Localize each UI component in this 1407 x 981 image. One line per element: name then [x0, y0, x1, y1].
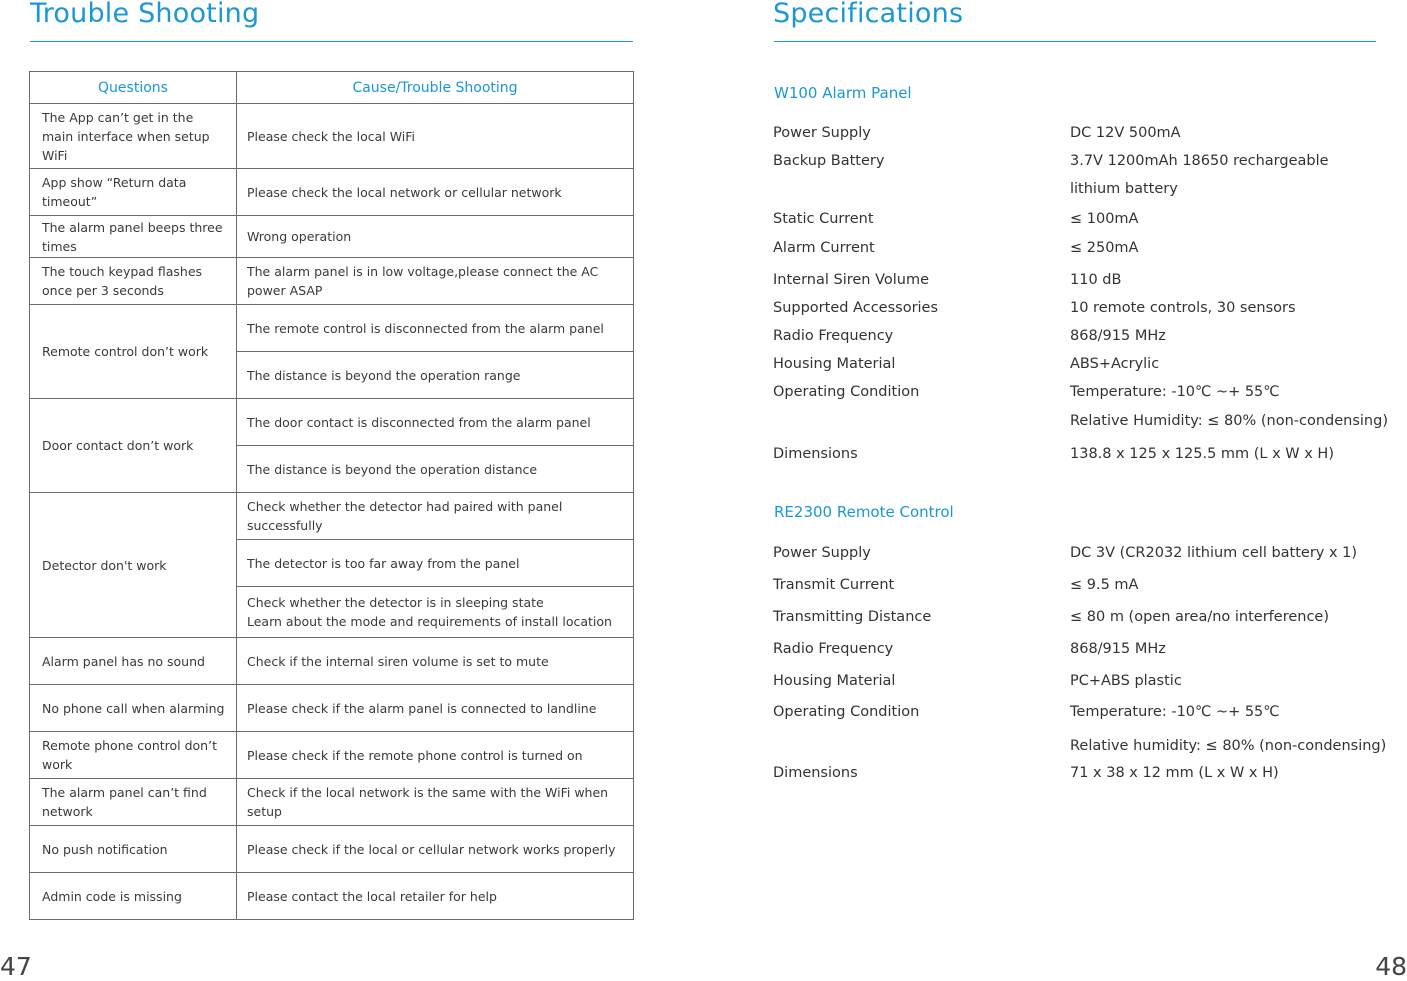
- header-cause: Cause/Trouble Shooting: [237, 72, 634, 104]
- question-cell: Alarm panel has no sound: [30, 638, 237, 685]
- spec-label: Dimensions: [773, 765, 858, 781]
- left-page: [0, 0, 700, 980]
- spec-value: 138.8 x 125 x 125.5 mm (L x W x H): [1070, 446, 1334, 462]
- table-row: [30, 493, 634, 540]
- page-number: 48: [1375, 952, 1407, 981]
- spec-value: ABS+Acrylic: [1070, 356, 1160, 372]
- spec-value: 71 x 38 x 12 mm (L x W x H): [1070, 765, 1279, 781]
- trouble-shooting-table: [29, 71, 634, 920]
- question-cell: Remote phone control don’t work: [30, 732, 237, 779]
- header-questions: Questions: [30, 72, 237, 104]
- spec-value: PC+ABS plastic: [1070, 673, 1182, 689]
- spec-value: ≤ 80 m (open area/no interference): [1070, 609, 1330, 625]
- spec-value: ≤ 9.5 mA: [1070, 577, 1139, 593]
- question-cell: No push notification: [30, 826, 237, 873]
- table-row: [30, 685, 634, 732]
- table-row: [30, 399, 634, 446]
- cause-cell: Please check the local WiFi: [237, 104, 634, 169]
- cause-cell: Check whether the detector is in sleeping state Learn about the mode and requirements of install location: [237, 587, 634, 638]
- spec-label: Operating Condition: [773, 384, 920, 400]
- question-cell: The alarm panel can’t find network: [30, 779, 237, 826]
- cause-cell: Please check if the remote phone control is turned on: [237, 732, 634, 779]
- spec-label: Operating Condition: [773, 704, 920, 720]
- spec-value: Temperature: -10℃ ~+ 55℃ Relative Humidity: ≤ 80% (non-condensing): [1070, 384, 1388, 429]
- question-cell: Door contact don’t work: [30, 399, 237, 493]
- spec-label: Transmitting Distance: [773, 609, 932, 625]
- question-cell: Remote control don’t work: [30, 305, 237, 399]
- spec-value: DC 12V 500mA: [1070, 125, 1181, 141]
- table-row: [30, 732, 634, 779]
- spec-label: Static Current: [773, 211, 874, 227]
- cause-cell: The detector is too far away from the panel: [237, 540, 634, 587]
- table-row: [30, 826, 634, 873]
- table-row: [30, 779, 634, 826]
- cause-cell: Please contact the local retailer for help: [237, 873, 634, 920]
- cause-cell: Check whether the detector had paired with panel successfully: [237, 493, 634, 540]
- cause-cell: The distance is beyond the operation distance: [237, 446, 634, 493]
- spec-value: 10 remote controls, 30 sensors: [1070, 300, 1296, 316]
- table-row: [30, 638, 634, 685]
- table-row: [30, 216, 634, 258]
- spec-label: Internal Siren Volume: [773, 272, 930, 288]
- table-row: [30, 873, 634, 920]
- spec-value: ≤ 250mA: [1070, 240, 1139, 256]
- cause-cell: The door contact is disconnected from the alarm panel: [237, 399, 634, 446]
- question-cell: The App can’t get in the main interface when setup WiFi: [30, 104, 237, 169]
- table-row: [30, 305, 634, 352]
- spec-value: 868/915 MHz: [1070, 328, 1166, 344]
- spec-value: DC 3V (CR2032 lithium cell battery x 1): [1070, 545, 1358, 561]
- section-title: W100 Alarm Panel: [774, 84, 912, 102]
- question-cell: No phone call when alarming: [30, 685, 237, 732]
- title-divider: [774, 41, 1376, 42]
- question-cell: The alarm panel beeps three times: [30, 216, 237, 258]
- spec-label: Transmit Current: [773, 577, 895, 593]
- spec-label: Housing Material: [773, 673, 896, 689]
- spec-value: ≤ 100mA: [1070, 211, 1139, 227]
- table-row: [30, 258, 634, 305]
- question-cell: App show “Return data timeout”: [30, 169, 237, 216]
- cause-cell: The remote control is disconnected from the alarm panel: [237, 305, 634, 352]
- spec-value: 868/915 MHz: [1070, 641, 1166, 657]
- page-title: Specifications: [773, 0, 964, 29]
- page-title: Trouble Shooting: [30, 0, 260, 29]
- title-divider: [30, 41, 633, 42]
- cause-cell: Please check the local network or cellular network: [237, 169, 634, 216]
- cause-cell: Check if the internal siren volume is set to mute: [237, 638, 634, 685]
- page-number: 47: [0, 952, 32, 981]
- cause-cell: Please check if the alarm panel is connected to landline: [237, 685, 634, 732]
- question-cell: Admin code is missing: [30, 873, 237, 920]
- question-cell: Detector don't work: [30, 493, 237, 638]
- spec-label: Radio Frequency: [773, 641, 894, 657]
- question-cell: The touch keypad flashes once per 3 seconds: [30, 258, 237, 305]
- section-title: RE2300 Remote Control: [774, 503, 954, 521]
- spec-value: 110 dB: [1070, 272, 1122, 288]
- cause-cell: Wrong operation: [237, 216, 634, 258]
- spec-label: Dimensions: [773, 446, 858, 462]
- spec-label: Supported Accessories: [773, 300, 939, 316]
- spec-label: Housing Material: [773, 356, 896, 372]
- table-row: [30, 169, 634, 216]
- spec-label: Power Supply: [773, 545, 871, 561]
- cause-cell: The alarm panel is in low voltage,please connect the AC power ASAP: [237, 258, 634, 305]
- table-header-row: [30, 72, 634, 104]
- right-page: [700, 0, 1407, 980]
- spec-label: Power Supply: [773, 125, 871, 141]
- spec-value: 3.7V 1200mAh 18650 rechargeable lithium battery: [1070, 153, 1329, 197]
- spec-label: Backup Battery: [773, 153, 885, 169]
- cause-cell: Please check if the local or cellular network works properly: [237, 826, 634, 873]
- spec-value: Temperature: -10℃ ~+ 55℃ Relative humidity: ≤ 80% (non-condensing): [1070, 704, 1387, 754]
- spec-label: Alarm Current: [773, 240, 875, 256]
- spec-label: Radio Frequency: [773, 328, 894, 344]
- cause-cell: The distance is beyond the operation range: [237, 352, 634, 399]
- cause-cell: Check if the local network is the same with the WiFi when setup: [237, 779, 634, 826]
- table-row: [30, 104, 634, 169]
